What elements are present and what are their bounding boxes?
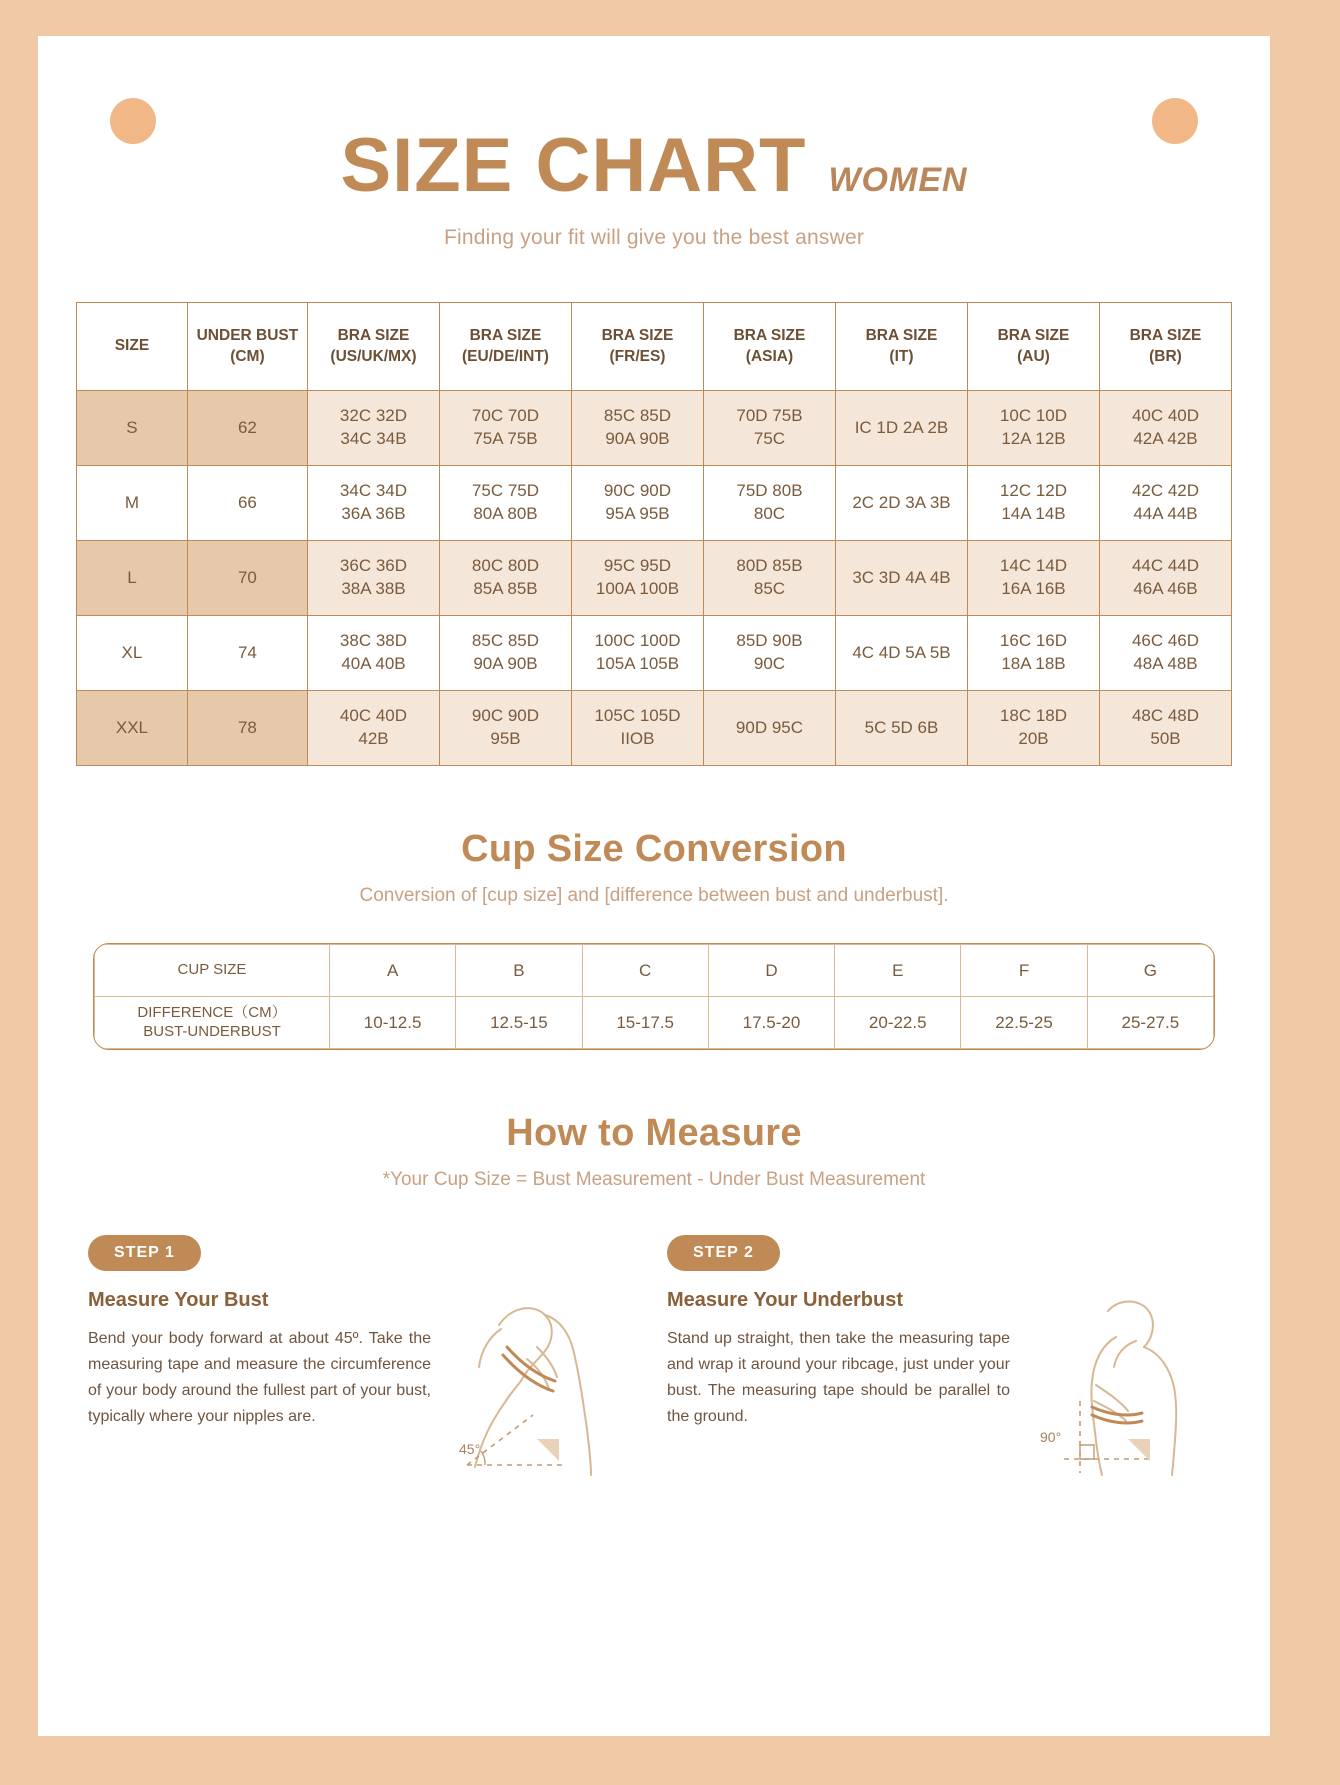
cell-eu [439,541,571,616]
cell-au-line1: 16C 16D [999,631,1068,651]
cell-it [835,541,967,616]
cell-asia-line2: 75C [753,429,786,448]
cell-asia-line1: 70D 75B [736,406,803,426]
cell-eu [439,691,571,766]
cell-underbust: 70 [187,541,307,616]
poster-sheet [38,36,1270,1736]
cell-underbust: 66 [187,466,307,541]
title-row [38,123,1270,208]
col-header-it-line1: BRA SIZE [865,326,938,344]
difference-cell-a: 10-12.5 [329,997,455,1049]
difference-cell-e: 20-22.5 [835,997,961,1049]
cell-br-line2: 48A 48B [1133,654,1198,673]
difference-row-label [95,997,330,1049]
measure-section-title: How to Measure [506,1112,802,1154]
cell-asia-line1: 90D 95C [735,717,804,737]
cell-asia [703,616,835,691]
cell-au [967,691,1099,766]
table-row [77,541,1232,616]
col-header-underbust-line1: UNDER BUST [196,326,299,344]
cup-cell-c: C [582,945,708,997]
cell-us-line1: 36C 36D [339,556,408,576]
cell-fr-line1: 95C 95D [603,556,672,576]
cell-asia-line2: 85C [753,579,786,598]
col-header-au-line1: BRA SIZE [997,326,1070,344]
cell-br-line2: 50B [1150,729,1181,748]
step-2-title: Measure Your Underbust [667,1289,903,1311]
col-header-it-line2: (IT) [889,347,914,365]
cell-br-line1: 42C 42D [1131,481,1200,501]
step-1-title: Measure Your Bust [88,1289,269,1311]
cell-us-line1: 34C 34D [339,481,408,501]
cell-fr-line2: IIOB [620,729,655,748]
cell-asia [703,391,835,466]
cell-eu-line2: 75A 75B [473,429,538,448]
col-header-eu [439,303,571,391]
cup-cell-b: B [456,945,582,997]
cell-br-line1: 46C 46D [1131,631,1200,651]
cell-size: XL [77,616,188,691]
cup-cell-d: D [708,945,834,997]
col-header-au [967,303,1099,391]
cell-it [835,391,967,466]
cell-br-line1: 48C 48D [1131,706,1200,726]
step-2-text [667,1289,1020,1479]
underbust-measure-illustration-icon [1020,1289,1220,1479]
table-row [77,691,1232,766]
cup-table-wrap [93,943,1215,1050]
cup-row-label: CUP SIZE [95,945,330,997]
col-header-us [307,303,439,391]
cell-us-line2: 34C 34B [340,429,407,448]
cell-au [967,616,1099,691]
col-header-fr-line1: BRA SIZE [601,326,674,344]
cell-asia-line1: 75D 80B [736,481,803,501]
cell-au [967,541,1099,616]
cell-eu [439,391,571,466]
cell-eu-line1: 80C 80D [471,556,540,576]
cell-us [307,691,439,766]
col-header-br [1099,303,1231,391]
difference-row-label-line1: DIFFERENCE（CM） [137,1003,287,1021]
cell-fr [571,391,703,466]
difference-cell-c: 15-17.5 [582,997,708,1049]
col-header-br-line1: BRA SIZE [1129,326,1202,344]
col-header-fr-line2: (FR/ES) [609,347,666,365]
step-1-figure [441,1289,641,1479]
cup-cell-e: E [835,945,961,997]
cell-asia-line2: 80C [753,504,786,523]
step-2-figure [1020,1289,1220,1479]
cell-size: M [77,466,188,541]
cell-br [1099,541,1231,616]
cell-asia [703,691,835,766]
cell-fr-line1: 85C 85D [603,406,672,426]
cell-size: XXL [77,691,188,766]
cell-eu-line2: 95B [490,729,521,748]
col-header-size [77,303,188,391]
cell-eu-line2: 80A 80B [473,504,538,523]
cell-au-line1: 14C 14D [999,556,1068,576]
cell-underbust: 62 [187,391,307,466]
cell-au [967,466,1099,541]
cell-eu-line1: 90C 90D [471,706,540,726]
cell-us-line1: 38C 38D [339,631,408,651]
col-header-eu-line1: BRA SIZE [469,326,542,344]
cell-asia-line1: 85D 90B [736,631,803,651]
cell-br-line2: 46A 46B [1133,579,1198,598]
col-header-it [835,303,967,391]
tagline: Finding your fit will give you the best answer [443,226,865,249]
step-1-body [88,1289,641,1479]
cup-cell-g: G [1087,945,1213,997]
cell-au-line1: 12C 12D [999,481,1068,501]
cell-it [835,691,967,766]
cell-eu-line2: 85A 85B [473,579,538,598]
cell-us [307,541,439,616]
cell-br [1099,691,1231,766]
cell-asia [703,541,835,616]
cell-asia-line2: 90C [753,654,786,673]
difference-cell-g: 25-27.5 [1087,997,1213,1049]
cell-au-line2: 14A 14B [1001,504,1066,523]
cell-us [307,616,439,691]
col-header-asia-line2: (ASIA) [745,347,794,365]
cell-it-line1: 4C 4D 5A 5B [852,642,951,662]
cell-fr-line2: 100A 100B [595,579,680,598]
step-2-description: Stand up straight, then take the measuring tape and wrap it around your ribcage, just under your bust. The measuring tape should be parallel to the ground. [667,1330,1010,1425]
cell-asia-line1: 80D 85B [736,556,803,576]
cell-underbust: 74 [187,616,307,691]
cell-eu-line2: 90A 90B [473,654,538,673]
col-header-br-line2: (BR) [1149,347,1182,365]
cell-it-line1: 5C 5D 6B [864,717,939,737]
step-2-body [667,1289,1220,1479]
cell-fr-line1: 100C 100D [594,631,681,651]
cell-it-line1: IC 1D 2A 2B [854,417,949,437]
cell-br-line1: 44C 44D [1131,556,1200,576]
cell-eu-line1: 85C 85D [471,631,540,651]
cell-us-line2: 38A 38B [341,579,406,598]
cell-au [967,391,1099,466]
pin-right-decoration [1152,98,1198,144]
cell-br [1099,466,1231,541]
difference-cell-d: 17.5-20 [708,997,834,1049]
cell-fr [571,541,703,616]
cell-fr-line2: 90A 90B [605,429,670,448]
step-1-angle-label: 45° [459,1441,481,1457]
step-1 [88,1235,641,1479]
cell-fr-line2: 105A 105B [595,654,680,673]
cell-au-line2: 16A 16B [1001,579,1066,598]
cell-br [1099,616,1231,691]
cell-fr-line2: 95A 95B [605,504,670,523]
size-table-header-row [77,303,1232,391]
cell-br-line2: 42A 42B [1133,429,1198,448]
cell-au-line2: 18A 18B [1001,654,1066,673]
cup-size-table [94,944,1214,1049]
col-header-fr [571,303,703,391]
col-header-asia [703,303,835,391]
col-header-underbust [187,303,307,391]
page-title: SIZE CHART [340,123,807,208]
table-row [77,616,1232,691]
step-2 [667,1235,1220,1479]
size-table [76,302,1232,766]
poster-header [38,123,1270,250]
cell-us-line2: 36A 36B [341,504,406,523]
cup-cell-f: F [961,945,1087,997]
cell-au-line1: 18C 18D [999,706,1068,726]
cell-us [307,466,439,541]
difference-row-label-line2: BUST-UNDERBUST [143,1022,281,1040]
cell-eu [439,616,571,691]
cell-au-line2: 12A 12B [1001,429,1066,448]
page-title-subject: WOMEN [828,161,968,199]
cell-it-line1: 2C 2D 3A 3B [852,492,951,512]
cell-size: S [77,391,188,466]
cell-it [835,466,967,541]
measure-steps [88,1235,1220,1479]
table-row [77,391,1232,466]
cell-au-line2: 20B [1018,729,1049,748]
cell-au-line1: 10C 10D [999,406,1068,426]
col-header-underbust-line2: (CM) [230,347,265,365]
col-header-asia-line1: BRA SIZE [733,326,806,344]
size-table-body [77,391,1232,766]
col-header-au-line2: (AU) [1017,347,1050,365]
cell-br-line2: 44A 44B [1133,504,1198,523]
cell-us-line1: 40C 40D [339,706,408,726]
cell-us-line2: 40A 40B [341,654,406,673]
cell-eu [439,466,571,541]
size-table-head [77,303,1232,391]
cup-cell-a: A [329,945,455,997]
cell-br-line1: 40C 40D [1131,406,1200,426]
measure-section-subtitle: *Your Cup Size = Bust Measurement - Under Bust Measurement [382,1169,926,1190]
cell-it [835,616,967,691]
col-header-size-line1: SIZE [114,337,150,355]
difference-cell-b: 12.5-15 [456,997,582,1049]
cell-size: L [77,541,188,616]
cell-us-line1: 32C 32D [339,406,408,426]
pin-left-decoration [110,98,156,144]
col-header-us-line1: BRA SIZE [337,326,410,344]
cell-asia [703,466,835,541]
cup-table-difference-row [95,997,1214,1049]
cell-br [1099,391,1231,466]
col-header-eu-line2: (EU/DE/INT) [462,347,549,365]
cell-it-line1: 3C 3D 4A 4B [852,567,951,587]
table-row [77,466,1232,541]
cell-eu-line1: 70C 70D [471,406,540,426]
step-2-angle-label: 90° [1040,1429,1062,1445]
cell-fr [571,691,703,766]
difference-cell-f: 22.5-25 [961,997,1087,1049]
col-header-us-line2: (US/UK/MX) [330,347,417,365]
cell-us [307,391,439,466]
cell-fr [571,616,703,691]
step-2-badge: STEP 2 [667,1235,780,1271]
cell-fr-line1: 105C 105D [594,706,681,726]
cell-us-line2: 42B [358,729,389,748]
cup-table-header-row [95,945,1214,997]
cell-fr-line1: 90C 90D [603,481,672,501]
step-1-description: Bend your body forward at about 45º. Take the measuring tape and measure the circumference of your body around the fullest part of your bust, typically where your nipples are. [88,1330,431,1425]
cell-fr [571,466,703,541]
step-1-badge: STEP 1 [88,1235,201,1271]
cell-eu-line1: 75C 75D [471,481,540,501]
cell-underbust: 78 [187,691,307,766]
cup-section-subtitle: Conversion of [cup size] and [difference between bust and underbust]. [359,885,949,906]
step-1-text [88,1289,441,1479]
size-table-wrap [76,302,1232,766]
cup-section-title: Cup Size Conversion [461,828,847,870]
